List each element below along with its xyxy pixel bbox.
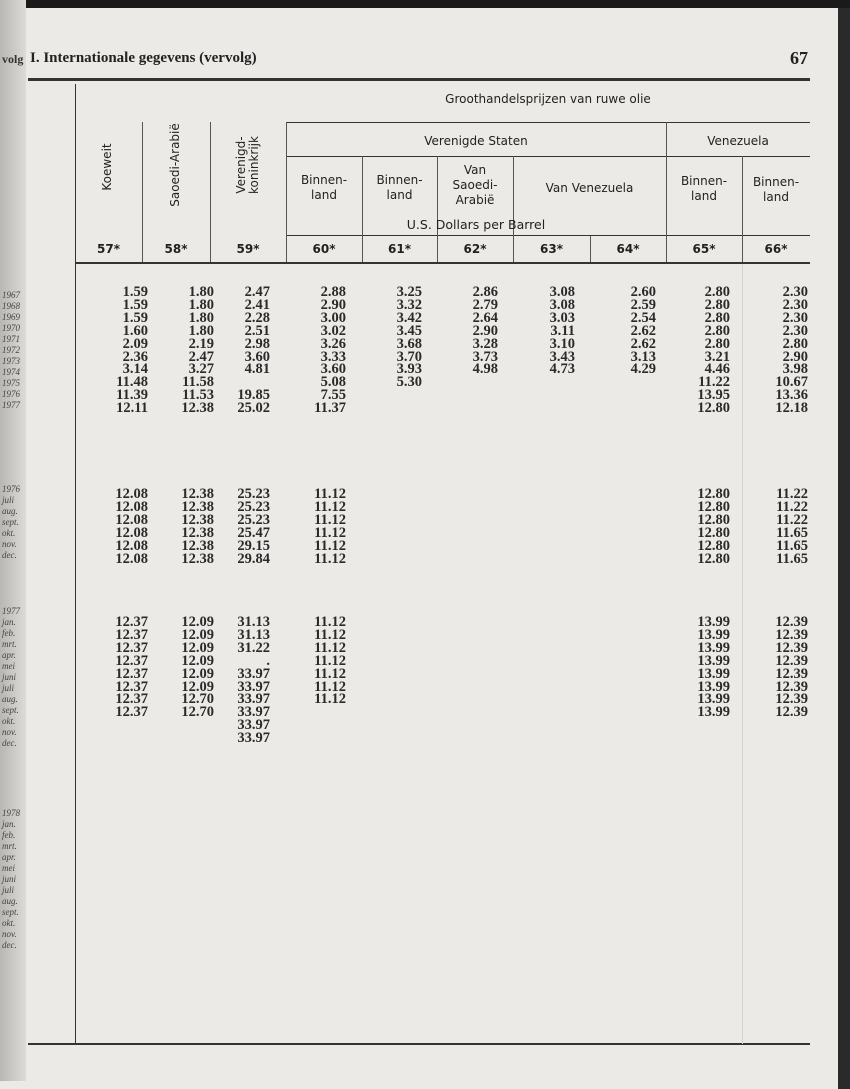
table-cell: 11.12	[314, 639, 346, 656]
table-cell: 7.55	[320, 387, 346, 404]
table-cell: 11.22	[776, 511, 808, 528]
col-header-verenigd-koninkrijk: Verenigd- koninkrijk	[234, 136, 261, 194]
table-cell: 11.65	[776, 537, 808, 554]
table-cell: 2.51	[244, 322, 270, 339]
table-cell: 12.08	[115, 511, 148, 528]
table-cell: 33.97	[237, 730, 270, 747]
table-cell: 29.84	[237, 550, 270, 567]
table-cell: 33.97	[237, 665, 270, 682]
table-cell: 2.90	[782, 348, 808, 365]
table-cell: 1.60	[122, 322, 148, 339]
table-cell: 11.58	[182, 374, 214, 391]
table-cell: 12.08	[115, 550, 148, 567]
table-cell: 2.09	[122, 335, 148, 352]
table-cell: 12.80	[697, 537, 730, 554]
unit-label: U.S. Dollars per Barrel	[406, 217, 546, 232]
previous-page-header-fragment: volg	[2, 52, 24, 66]
table-cell: 2.80	[704, 309, 730, 326]
table-cell: 1.80	[188, 296, 214, 313]
table-cell: 12.08	[115, 524, 148, 541]
table-cell: 2.86	[472, 284, 498, 300]
table-cell: 12.39	[775, 626, 808, 643]
table-cell: 2.60	[630, 284, 656, 300]
column-number-rule	[75, 262, 810, 264]
table-cell: 11.12	[314, 524, 346, 541]
table-cell: 12.37	[115, 639, 148, 656]
table-cell: 33.97	[237, 691, 270, 708]
table-cell: 11.12	[314, 550, 346, 567]
table-cell: 31.22	[237, 639, 270, 656]
table-cell: 12.37	[115, 614, 148, 630]
table-cell: 2.54	[630, 309, 656, 326]
table-cell: 11.12	[314, 486, 346, 502]
table-cell: 1.80	[188, 322, 214, 339]
table-cell: 11.37	[314, 400, 346, 417]
bottom-rule	[28, 1043, 810, 1045]
col-header-koeweit: Koeweit	[100, 143, 114, 191]
table-cell: 2.98	[244, 335, 270, 352]
table-cell: 13.99	[697, 652, 730, 669]
table-cell: 11.22	[698, 374, 730, 391]
column-number: 60*	[312, 242, 336, 256]
table-cell: 12.08	[115, 498, 148, 515]
table-cell: 11.22	[776, 498, 808, 515]
table-cell: 12.39	[775, 639, 808, 656]
table-cell: 12.80	[697, 550, 730, 567]
table-cell: 12.80	[697, 524, 730, 541]
column-number: 62*	[463, 242, 487, 256]
table-cell: 5.30	[396, 374, 422, 391]
column-number: 57*	[97, 242, 120, 256]
table-cell: 3.08	[549, 296, 575, 313]
table-cell: 12.39	[775, 678, 808, 695]
col-header-saoedi-arabie: Saoedi-Arabië	[168, 123, 182, 207]
table-cell: 12.38	[181, 550, 214, 567]
table-cell: 13.36	[775, 387, 808, 404]
table-cell: 2.30	[782, 309, 808, 326]
table-cell: 25.23	[237, 486, 270, 502]
table-cell: 12.18	[775, 400, 808, 417]
table-cell: 13.99	[697, 614, 730, 630]
page-edge	[838, 8, 850, 1089]
table-cell: 2.64	[472, 309, 498, 326]
table-cell: 12.37	[115, 626, 148, 643]
table-cell: 13.99	[697, 665, 730, 682]
stub-1977-months: 1977 jan. feb. mrt. apr. mei juni juli aug. sept. okt. nov. dec.	[2, 606, 20, 748]
table-cell: 12.38	[181, 498, 214, 515]
table-cell: 12.09	[181, 614, 214, 630]
table-cell: 33.97	[237, 704, 270, 721]
column-number: 63*	[540, 242, 563, 256]
page-number: 67	[790, 48, 808, 68]
table-cell: 12.37	[115, 665, 148, 682]
table-cell: 13.99	[697, 639, 730, 656]
table-cell: 2.62	[630, 322, 656, 339]
table-cell: 2.47	[244, 284, 270, 300]
stub-1976-months: 1976 juli aug. sept. okt. nov. dec.	[2, 484, 20, 560]
table-cell: 4.98	[472, 361, 498, 378]
table-cell: 12.38	[181, 524, 214, 541]
table-cell: 12.80	[697, 486, 730, 502]
table-cell: 3.45	[396, 322, 422, 339]
table-cell: 3.02	[320, 322, 346, 339]
table-cell: 11.12	[314, 511, 346, 528]
table-cell: 2.30	[782, 284, 808, 300]
table-cell: 12.39	[775, 691, 808, 708]
column-number: 66*	[764, 242, 788, 256]
stub-years: 1967 1968 1969 1970 1971 1972 1973 1974 1975 1976 1977	[2, 290, 20, 410]
column-number: 64*	[616, 242, 640, 256]
table-cell: 12.39	[775, 665, 808, 682]
table-cell: 11.53	[182, 387, 214, 404]
table-cell: 12.08	[115, 537, 148, 554]
table-cell: 25.47	[237, 524, 270, 541]
table-cell: 12.09	[181, 665, 214, 682]
table-cell: 4.81	[244, 361, 270, 378]
table-cell: 12.38	[181, 511, 214, 528]
col-divider	[210, 122, 211, 262]
group-header-venezuela: Venezuela	[707, 134, 769, 148]
table-cell: 11.22	[776, 486, 808, 502]
table-cell: 3.32	[396, 296, 422, 313]
table-cell: 11.12	[314, 626, 346, 643]
table-cell: 31.13	[237, 614, 270, 630]
table-cell: 1.80	[188, 309, 214, 326]
table-cell: 11.12	[314, 537, 346, 554]
table-cell: 3.00	[320, 309, 346, 326]
super-header-rule	[286, 122, 810, 123]
table-cell: 2.30	[782, 322, 808, 339]
table-cell: 13.99	[697, 704, 730, 721]
table-cell: 11.12	[314, 691, 346, 708]
table-cell: 2.80	[782, 335, 808, 352]
table-cell: 12.37	[115, 678, 148, 695]
table-cell: 13.99	[697, 691, 730, 708]
table-cell: 2.62	[630, 335, 656, 352]
stub-1978-months: 1978 jan. feb. mrt. apr. mei juni juli aug. sept. okt. nov. dec.	[2, 808, 20, 950]
column-number: 65*	[692, 242, 716, 256]
table-cell: 3.68	[396, 335, 422, 352]
table-cell: 3.60	[244, 348, 270, 365]
section-title: I. Internationale gegevens (vervolg)	[30, 50, 257, 66]
table-cell: 33.97	[237, 678, 270, 695]
table-cell: 25.23	[237, 498, 270, 515]
table-cell: 12.39	[775, 704, 808, 721]
group-header-rule	[286, 156, 810, 157]
table-cell: 2.90	[320, 296, 346, 313]
table-cell: 12.37	[115, 691, 148, 708]
table-cell: 31.13	[237, 626, 270, 643]
table-cell: 1.59	[122, 296, 148, 313]
table-cell: 29.15	[237, 537, 270, 554]
table-cell: 11.12	[314, 614, 346, 630]
col-divider	[142, 122, 143, 262]
table-cell: 3.73	[472, 348, 498, 365]
table-cell: 3.43	[549, 348, 575, 365]
table-cell: 3.21	[704, 348, 730, 365]
table-cell: 2.19	[188, 335, 214, 352]
col-header-venezuela-binnenland-2: Binnen- land	[752, 175, 800, 204]
table-cell: 4.46	[704, 361, 730, 378]
stub-divider	[75, 84, 76, 1044]
table-cell: 11.12	[314, 652, 346, 669]
top-rule	[28, 78, 810, 81]
table-cell: 1.59	[122, 309, 148, 326]
table-cell: 12.38	[181, 486, 214, 502]
table-cell: 2.90	[472, 322, 498, 339]
table-cell: 12.39	[775, 614, 808, 630]
table-cell: 12.11	[116, 400, 148, 417]
table-cell: 3.42	[396, 309, 422, 326]
table-cell: 3.08	[549, 284, 575, 300]
table-cell: 3.33	[320, 348, 346, 365]
table-cell: 12.08	[115, 486, 148, 502]
table-cell: 3.27	[188, 361, 214, 378]
table-cell: 3.25	[396, 284, 422, 300]
table-cell: 2.79	[472, 296, 498, 313]
table-cell: 2.47	[188, 348, 214, 365]
table-cell: 3.26	[320, 335, 346, 352]
table-cell: 12.37	[115, 704, 148, 721]
table-cell: 2.88	[320, 284, 346, 300]
table-cell: 25.02	[237, 400, 270, 417]
table-cell: 2.80	[704, 284, 730, 300]
table-cell: 2.59	[630, 296, 656, 313]
table-cell: 33.97	[237, 717, 270, 734]
table-cell: 4.73	[549, 361, 575, 378]
table-cell: 12.39	[775, 652, 808, 669]
table-cell: 10.67	[775, 374, 808, 391]
table-cell: 3.14	[122, 361, 148, 378]
table-cell: 2.80	[704, 335, 730, 352]
table-cell: 12.38	[181, 400, 214, 417]
table-cell: 5.08	[320, 374, 346, 391]
table-cell: 13.95	[697, 387, 730, 404]
previous-page-margin	[0, 0, 26, 1081]
table-cell: 1.59	[122, 284, 148, 300]
table-cell: 12.09	[181, 639, 214, 656]
col-header-venezuela-binnenland: Binnen- land	[680, 174, 728, 203]
table-cell: 3.28	[472, 335, 498, 352]
table-cell: 4.29	[630, 361, 656, 378]
column-number: 58*	[164, 242, 188, 256]
table-cell: 3.70	[396, 348, 422, 365]
table-cell: 12.38	[181, 537, 214, 554]
table-cell: 11.12	[314, 498, 346, 515]
table-cell: 3.93	[396, 361, 422, 378]
table-cell: 2.28	[244, 309, 270, 326]
table-cell: 3.98	[782, 361, 808, 378]
table-cell: 13.99	[697, 678, 730, 695]
table-cell: 11.39	[116, 387, 148, 404]
column-number: 59*	[236, 242, 260, 256]
table-cell: 11.65	[776, 524, 808, 541]
table-cell: 19.85	[237, 387, 270, 404]
table-cell: 3.60	[320, 361, 346, 378]
table-cell: 2.80	[704, 322, 730, 339]
table-cell: 2.80	[704, 296, 730, 313]
table-cell: 11.12	[314, 678, 346, 695]
table-cell: 12.80	[697, 498, 730, 515]
col-header-vs-binnenland-2: Binnen- land	[376, 173, 423, 202]
table-cell: 3.11	[550, 322, 575, 339]
table-cell: 12.70	[181, 691, 214, 708]
table-cell: 1.80	[188, 284, 214, 300]
table-cell: 13.99	[697, 626, 730, 643]
column-number: 61*	[388, 242, 411, 256]
table-cell: 12.09	[181, 626, 214, 643]
table-cell: 3.10	[549, 335, 575, 352]
table-cell: 12.37	[115, 652, 148, 669]
table-cell: 3.03	[549, 309, 575, 326]
table-cell: 2.41	[244, 296, 270, 313]
table-cell: 2.36	[122, 348, 148, 365]
table-cell: 12.09	[181, 678, 214, 695]
table-cell: 2.30	[782, 296, 808, 313]
unit-rule	[286, 235, 810, 236]
col-header-van-saoedi-arabie: Van Saoedi- Arabië	[452, 163, 498, 207]
table-cell: 25.23	[237, 511, 270, 528]
table-cell: 3.13	[630, 348, 656, 365]
group-header-verenigde-staten: Verenigde Staten	[424, 134, 528, 148]
table-cell: 11.65	[776, 550, 808, 567]
table-cell: 11.48	[116, 374, 148, 391]
table-cell: 12.80	[697, 511, 730, 528]
table-cell: 12.80	[697, 400, 730, 417]
table-cell: 12.70	[181, 704, 214, 721]
col-header-van-venezuela: Van Venezuela	[545, 181, 634, 195]
table-cell: .	[266, 652, 270, 669]
table-cell: 12.09	[181, 652, 214, 669]
table-cell: 11.12	[314, 665, 346, 682]
super-header: Groothandelsprijzen van ruwe olie	[445, 92, 651, 106]
col-header-vs-binnenland: Binnen- land	[300, 173, 348, 202]
